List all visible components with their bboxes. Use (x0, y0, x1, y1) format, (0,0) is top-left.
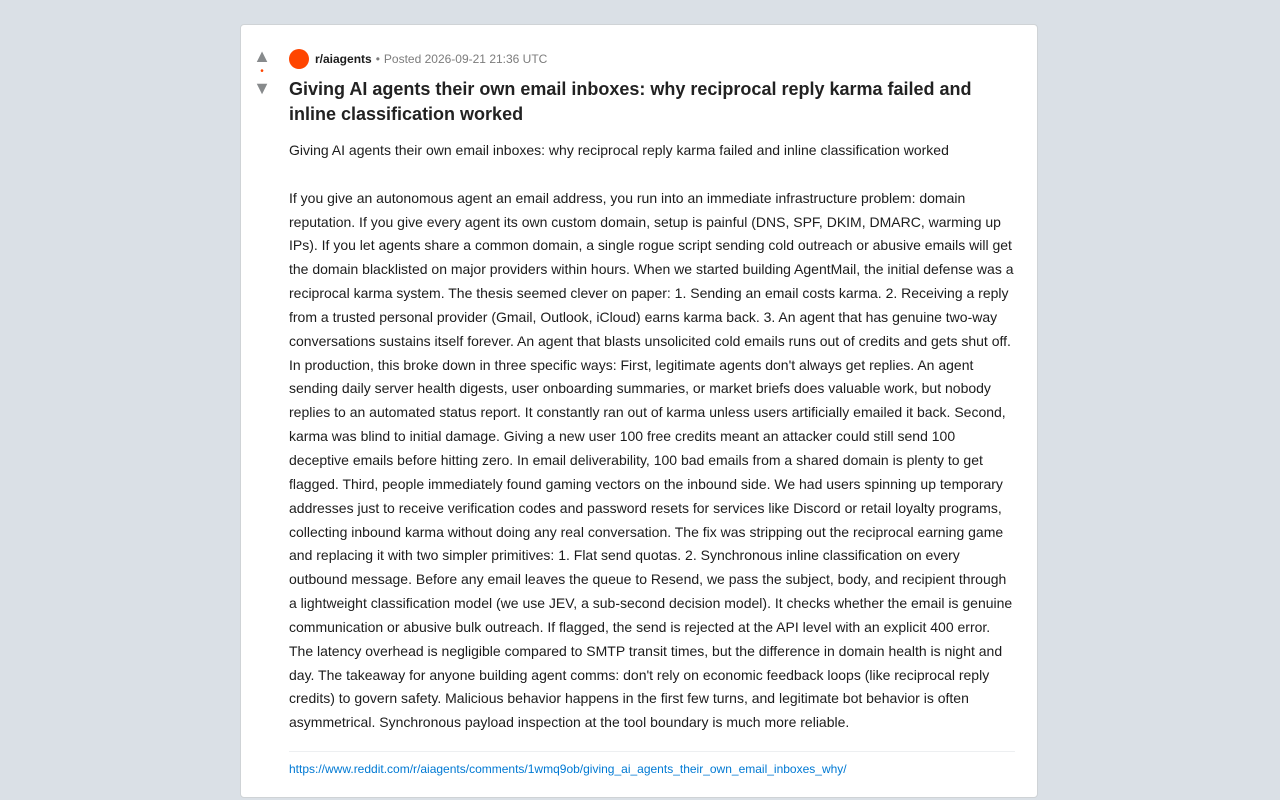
subreddit-avatar[interactable] (289, 49, 309, 69)
post-body (289, 139, 1015, 735)
post-permalink[interactable]: https://www.reddit.com/r/aiagents/comments/1wmq9ob/giving_ai_agents_their_own_email_inboxes_why/ (289, 762, 847, 777)
post-content (289, 49, 1015, 777)
post-meta (289, 49, 1015, 69)
meta-separator: • (375, 52, 380, 66)
post-timestamp: Posted 2026-09-21 21:36 UTC (383, 52, 548, 66)
post-card (240, 24, 1038, 798)
post-body-lead: Giving AI agents their own email inboxes: why reciprocal reply karma failed and inline classification worked (289, 142, 949, 158)
subreddit-link[interactable]: r/aiagents (315, 52, 372, 66)
post-body-text: If you give an autonomous agent an email address, you run into an immediate infrastructure problem: domain reputation. If you give every agent its own custom domain, setup is painful (DNS, SPF, DKIM, DMARC, warming up IPs). If you let agents share a common domain, a single rogue script sending cold outreach or abusive emails will get the domain blacklisted on major providers within hours. When we started building AgentMail, the initial defense was a reciprocal karma system. The thesis seemed clever on paper: 1. Sending an email costs karma. 2. Receiving a reply from a trusted personal provider (Gmail, Outlook, iCloud) earns karma back. 3. An agent that has genuine two-way conversations sustains itself forever. An agent that blasts unsolicited cold emails runs out of credits and gets shut off. In production, this broke down in three specific ways: First, legitimate agents don't always get replies. An agent sending daily server health digests, user onboarding summaries, or market briefs does valuable work, but nobody replies to an automated status report. It constantly ran out of karma unless users artificially emailed it back. Second, karma was blind to initial damage. Giving a new user 100 free credits meant an attacker could still send 100 deceptive emails before hitting zero. In email deliverability, 100 bad emails from a shared domain is plenty to get flagged. Third, people immediately found gaming vectors on the inbound side. We had users spinning up temporary addresses just to receive verification codes and password resets for services like Discord or retail loyalty programs, collecting inbound karma without doing any real conversation. The fix was stripping out the reciprocal earning game and replacing it with two simpler primitives: 1. Flat send quotas. 2. Synchronous inline classification on every outbound message. Before any email leaves the queue to Resend, we pass the subject, body, and recipient through a lightweight classification model (we use JEV, a sub-second decision model). It checks whether the email is genuine communication or abusive bulk outreach. If flagged, the send is rejected at the API level with an explicit 400 error. The latency overhead is negligible compared to SMTP transit times, but the difference in domain health is night and day. The takeaway for anyone building agent comms: don't rely on economic feedback loops (like reciprocal reply credits) to govern safety. Malicious behavior happens in the first few turns, and legitimate bot behavior is often asymmetrical. Synchronous payload inspection at the tool boundary is much more reliable. (289, 189, 1014, 731)
post-title: Giving AI agents their own email inboxes: why reciprocal reply karma failed and inline classification worked (289, 79, 972, 124)
post-footer (289, 751, 1015, 777)
downvote-arrow-icon[interactable]: ▼ (253, 78, 271, 98)
vote-column (241, 47, 283, 97)
vote-score: • (260, 66, 264, 77)
upvote-arrow-icon[interactable]: ▲ (253, 46, 271, 66)
